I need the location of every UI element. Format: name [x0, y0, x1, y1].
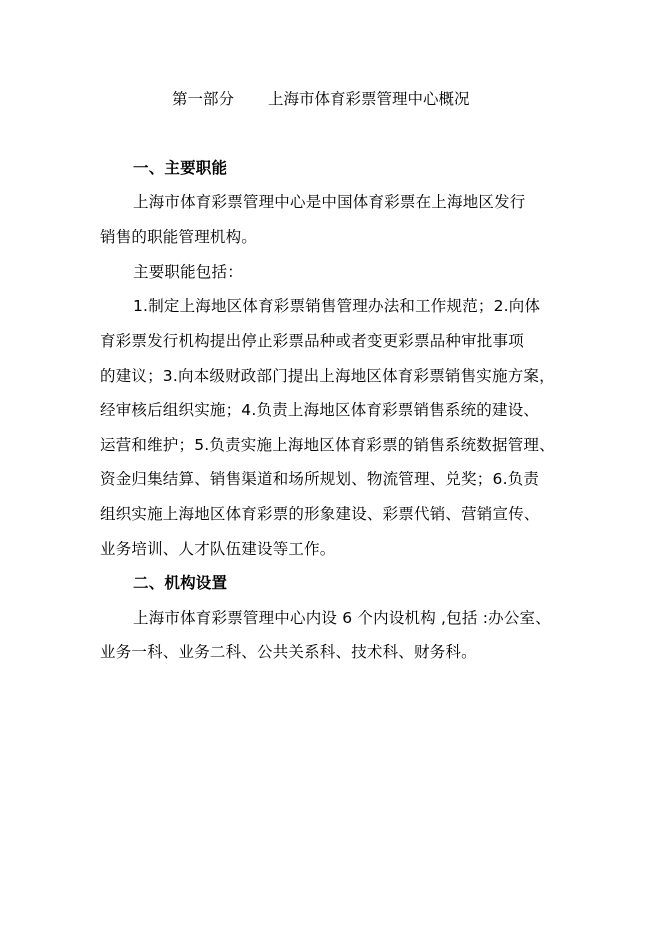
page-title	[172, 89, 470, 109]
paragraph-line: 经审核后组织实施；4.负责上海地区体育彩票销售系统的建设、	[100, 401, 540, 419]
paragraph-line: 资金归集结算、销售渠道和场所规划、物流管理、兑奖；6.负责	[100, 470, 540, 488]
paragraph-line: 主要职能包括：	[133, 263, 243, 281]
paragraph-line: 组织实施上海地区体育彩票的形象建设、彩票代销、营销宣传、	[100, 505, 540, 523]
paragraph-line: 业务培训、人才队伍建设等工作。	[100, 540, 336, 558]
paragraph-line: 上海市体育彩票管理中心是中国体育彩票在上海地区发行	[133, 193, 526, 211]
paragraph-line: 1.制定上海地区体育彩票销售管理办法和工作规范；2.向体	[133, 297, 541, 315]
section-heading-structure: 二、机构设置	[133, 574, 228, 592]
paragraph-line: 的建议；3.向本级财政部门提出上海地区体育彩票销售实施方案，	[100, 367, 555, 385]
paragraph-line: 销售的职能管理机构。	[100, 228, 258, 246]
title-name: 上海市体育彩票管理中心概况	[268, 90, 470, 108]
paragraph-line: 上海市体育彩票管理中心内设 6 个内设机构 ,包括 :办公室、	[133, 609, 551, 627]
paragraph-line: 业务一科、业务二科、公共关系科、技术科、财务科。	[100, 643, 477, 661]
paragraph-line: 运营和维护；5.负责实施上海地区体育彩票的销售系统数据管理、	[100, 436, 555, 454]
title-part: 第一部分	[172, 90, 235, 108]
section-heading-functions: 一、主要职能	[133, 159, 228, 177]
paragraph-line: 育彩票发行机构提出停止彩票品种或者变更彩票品种审批事项	[100, 332, 524, 350]
